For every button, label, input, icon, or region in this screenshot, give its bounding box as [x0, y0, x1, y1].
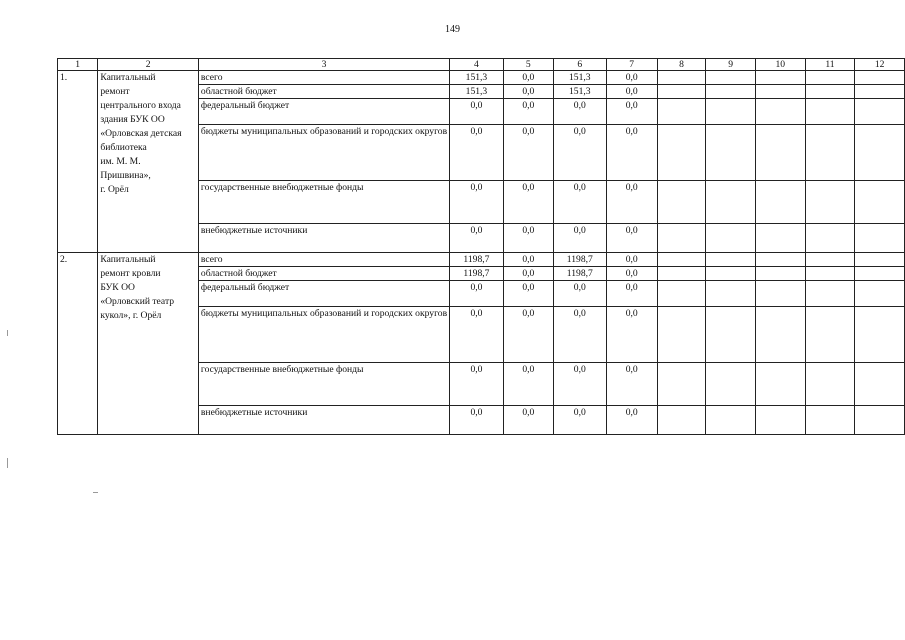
project-name-line: Капитальный — [100, 254, 156, 265]
column-header: 4 — [450, 59, 504, 71]
empty-cell — [805, 181, 855, 224]
column-header: 12 — [855, 59, 905, 71]
value-cell: 0,0 — [503, 363, 553, 406]
empty-cell — [755, 267, 805, 281]
value-cell: 0,0 — [606, 125, 657, 181]
project-name-line: «Орловская детская — [100, 128, 182, 139]
project-name-line: здания БУК ОО — [100, 114, 165, 125]
project-name-line: ремонт — [100, 86, 130, 97]
empty-cell — [657, 99, 706, 125]
empty-cell — [855, 253, 905, 267]
value-cell: 0,0 — [553, 99, 606, 125]
value-cell: 0,0 — [553, 406, 606, 435]
project-name-line: им. М. М. — [100, 156, 141, 167]
empty-cell — [657, 253, 706, 267]
empty-cell — [805, 99, 855, 125]
value-cell: 1198,7 — [553, 267, 606, 281]
empty-cell — [706, 307, 756, 363]
column-header: 5 — [503, 59, 553, 71]
empty-cell — [855, 281, 905, 307]
funding-source: внебюджетные источники — [198, 224, 449, 253]
margin-mark — [7, 330, 8, 336]
empty-cell — [755, 253, 805, 267]
project-index: 2. — [58, 253, 98, 435]
value-cell: 0,0 — [606, 253, 657, 267]
value-cell: 151,3 — [450, 71, 504, 85]
empty-cell — [805, 85, 855, 99]
empty-cell — [805, 267, 855, 281]
value-cell: 151,3 — [450, 85, 504, 99]
value-cell: 0,0 — [450, 125, 504, 181]
value-cell: 0,0 — [503, 125, 553, 181]
empty-cell — [805, 307, 855, 363]
value-cell: 0,0 — [503, 71, 553, 85]
funding-source: бюджеты муниципальных образований и городских округов — [198, 125, 449, 181]
value-cell: 0,0 — [553, 125, 606, 181]
empty-cell — [805, 71, 855, 85]
column-header: 7 — [606, 59, 657, 71]
budget-table — [57, 58, 905, 435]
column-header: 1 — [58, 59, 98, 71]
value-cell: 0,0 — [606, 406, 657, 435]
value-cell: 0,0 — [503, 99, 553, 125]
empty-cell — [706, 281, 756, 307]
empty-cell — [805, 281, 855, 307]
empty-cell — [755, 71, 805, 85]
margin-mark — [7, 458, 8, 468]
empty-cell — [855, 224, 905, 253]
value-cell: 151,3 — [553, 71, 606, 85]
column-header: 2 — [98, 59, 199, 71]
value-cell: 0,0 — [503, 181, 553, 224]
value-cell: 0,0 — [503, 253, 553, 267]
project-name-line: центрального входа — [100, 100, 181, 111]
empty-cell — [755, 406, 805, 435]
value-cell: 0,0 — [553, 281, 606, 307]
value-cell: 0,0 — [503, 267, 553, 281]
funding-source: государственные внебюджетные фонды — [198, 363, 449, 406]
empty-cell — [657, 267, 706, 281]
funding-source: государственные внебюджетные фонды — [198, 181, 449, 224]
value-cell: 0,0 — [606, 307, 657, 363]
project-name-line: «Орловский театр — [100, 296, 175, 307]
value-cell: 0,0 — [503, 307, 553, 363]
empty-cell — [855, 267, 905, 281]
table-row — [58, 71, 905, 85]
value-cell: 0,0 — [503, 224, 553, 253]
project-name — [98, 71, 199, 253]
value-cell: 0,0 — [606, 267, 657, 281]
empty-cell — [706, 125, 756, 181]
value-cell: 151,3 — [553, 85, 606, 99]
empty-cell — [657, 224, 706, 253]
empty-cell — [755, 181, 805, 224]
empty-cell — [706, 267, 756, 281]
empty-cell — [805, 363, 855, 406]
value-cell: 1198,7 — [450, 253, 504, 267]
empty-cell — [706, 253, 756, 267]
funding-source: федеральный бюджет — [198, 281, 449, 307]
empty-cell — [706, 224, 756, 253]
value-cell: 0,0 — [553, 224, 606, 253]
value-cell: 0,0 — [606, 224, 657, 253]
empty-cell — [657, 125, 706, 181]
project-name-line: библиотека — [100, 142, 147, 153]
project-name-line: Капитальный — [100, 72, 156, 83]
column-header: 10 — [755, 59, 805, 71]
margin-mark — [93, 492, 98, 493]
page-number: 149 — [445, 24, 460, 35]
table-header-row — [58, 59, 905, 71]
empty-cell — [805, 406, 855, 435]
project-name-line: Пришвина», — [100, 170, 151, 181]
empty-cell — [755, 99, 805, 125]
empty-cell — [755, 125, 805, 181]
empty-cell — [755, 224, 805, 253]
value-cell: 0,0 — [606, 281, 657, 307]
project-name-line: кукол», г. Орёл — [100, 310, 162, 321]
funding-source: федеральный бюджет — [198, 99, 449, 125]
empty-cell — [805, 253, 855, 267]
value-cell: 0,0 — [503, 406, 553, 435]
empty-cell — [855, 99, 905, 125]
project-index: 1. — [58, 71, 98, 253]
empty-cell — [706, 181, 756, 224]
value-cell: 0,0 — [450, 99, 504, 125]
empty-cell — [855, 181, 905, 224]
column-header: 9 — [706, 59, 756, 71]
empty-cell — [657, 307, 706, 363]
value-cell: 0,0 — [503, 85, 553, 99]
empty-cell — [855, 71, 905, 85]
value-cell: 0,0 — [606, 71, 657, 85]
empty-cell — [755, 85, 805, 99]
funding-source: областной бюджет — [198, 267, 449, 281]
funding-source: всего — [198, 71, 449, 85]
column-header: 11 — [805, 59, 855, 71]
empty-cell — [706, 406, 756, 435]
empty-cell — [805, 125, 855, 181]
empty-cell — [755, 307, 805, 363]
empty-cell — [855, 406, 905, 435]
value-cell: 0,0 — [450, 281, 504, 307]
value-cell: 1198,7 — [553, 253, 606, 267]
empty-cell — [706, 71, 756, 85]
value-cell: 0,0 — [503, 281, 553, 307]
value-cell: 1198,7 — [450, 267, 504, 281]
column-header: 3 — [198, 59, 449, 71]
value-cell: 0,0 — [450, 224, 504, 253]
value-cell: 0,0 — [450, 363, 504, 406]
value-cell: 0,0 — [553, 181, 606, 224]
empty-cell — [706, 99, 756, 125]
empty-cell — [706, 85, 756, 99]
funding-source: внебюджетные источники — [198, 406, 449, 435]
empty-cell — [855, 85, 905, 99]
empty-cell — [657, 281, 706, 307]
column-header: 6 — [553, 59, 606, 71]
value-cell: 0,0 — [606, 85, 657, 99]
value-cell: 0,0 — [553, 363, 606, 406]
project-name — [98, 253, 199, 435]
empty-cell — [657, 181, 706, 224]
project-name-line: г. Орёл — [100, 184, 129, 195]
value-cell: 0,0 — [606, 363, 657, 406]
empty-cell — [706, 363, 756, 406]
value-cell: 0,0 — [450, 406, 504, 435]
value-cell: 0,0 — [606, 99, 657, 125]
project-name-line: ремонт кровли — [100, 268, 161, 279]
empty-cell — [657, 363, 706, 406]
value-cell: 0,0 — [450, 181, 504, 224]
empty-cell — [755, 281, 805, 307]
empty-cell — [855, 307, 905, 363]
funding-source: областной бюджет — [198, 85, 449, 99]
empty-cell — [657, 71, 706, 85]
project-name-line: БУК ОО — [100, 282, 135, 293]
empty-cell — [657, 85, 706, 99]
value-cell: 0,0 — [450, 307, 504, 363]
table-row — [58, 253, 905, 267]
empty-cell — [755, 363, 805, 406]
funding-source: бюджеты муниципальных образований и городских округов — [198, 307, 449, 363]
column-header: 8 — [657, 59, 706, 71]
empty-cell — [657, 406, 706, 435]
empty-cell — [855, 363, 905, 406]
value-cell: 0,0 — [606, 181, 657, 224]
value-cell: 0,0 — [553, 307, 606, 363]
empty-cell — [855, 125, 905, 181]
empty-cell — [805, 224, 855, 253]
funding-source: всего — [198, 253, 449, 267]
